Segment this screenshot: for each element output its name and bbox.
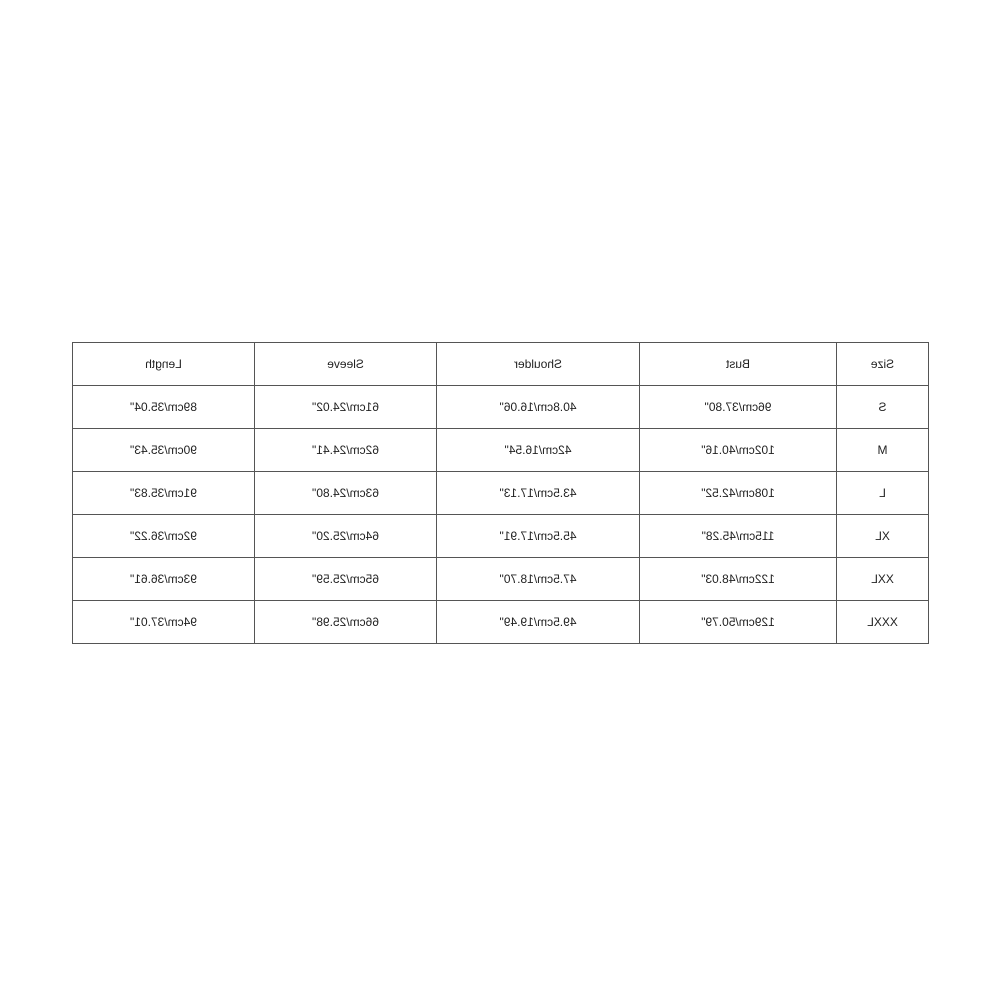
- table-body: [73, 386, 929, 644]
- cell-length: 93cm/36.61": [73, 558, 255, 601]
- cell-bust: 129cm/50.79": [640, 601, 837, 644]
- cell-sleeve: 66cm/25.98": [255, 601, 437, 644]
- cell-size: S: [837, 386, 929, 429]
- cell-shoulder: 45.5cm/17.91": [437, 515, 640, 558]
- cell-length: 89cm/35.04": [73, 386, 255, 429]
- table-row: [73, 515, 929, 558]
- table-row: [73, 386, 929, 429]
- cell-size: L: [837, 472, 929, 515]
- cell-sleeve: 63cm/24.80": [255, 472, 437, 515]
- header-bust: Bust: [640, 343, 837, 386]
- cell-length: 90cm/35.43": [73, 429, 255, 472]
- cell-sleeve: 64cm/25.20": [255, 515, 437, 558]
- cell-shoulder: 43.5cm/17.13": [437, 472, 640, 515]
- cell-bust: 108cm/42.52": [640, 472, 837, 515]
- cell-shoulder: 40.8cm/16.06": [437, 386, 640, 429]
- cell-length: 94cm/37.01": [73, 601, 255, 644]
- cell-length: 91cm/35.83": [73, 472, 255, 515]
- cell-sleeve: 62cm/24.41": [255, 429, 437, 472]
- table-row: [73, 601, 929, 644]
- cell-bust: 96cm/37.80": [640, 386, 837, 429]
- table-row: [73, 472, 929, 515]
- cell-bust: 122cm/48.03": [640, 558, 837, 601]
- cell-size: M: [837, 429, 929, 472]
- header-shoulder: Shoulder: [437, 343, 640, 386]
- header-row: [73, 343, 929, 386]
- size-chart-table: [72, 342, 929, 644]
- table-header: [73, 343, 929, 386]
- table-row: [73, 429, 929, 472]
- table-row: [73, 558, 929, 601]
- cell-size: XXXL: [837, 601, 929, 644]
- cell-length: 92cm/36.22": [73, 515, 255, 558]
- header-size: Size: [837, 343, 929, 386]
- cell-size: XL: [837, 515, 929, 558]
- cell-shoulder: 49.5cm/19.49": [437, 601, 640, 644]
- cell-size: XXL: [837, 558, 929, 601]
- cell-bust: 115cm/45.28": [640, 515, 837, 558]
- header-length: Length: [73, 343, 255, 386]
- cell-bust: 102cm/40.16": [640, 429, 837, 472]
- header-sleeve: Sleeve: [255, 343, 437, 386]
- cell-sleeve: 61cm/24.02": [255, 386, 437, 429]
- cell-shoulder: 42cm/16.54": [437, 429, 640, 472]
- cell-sleeve: 65cm/25.59": [255, 558, 437, 601]
- cell-shoulder: 47.5cm/18.70": [437, 558, 640, 601]
